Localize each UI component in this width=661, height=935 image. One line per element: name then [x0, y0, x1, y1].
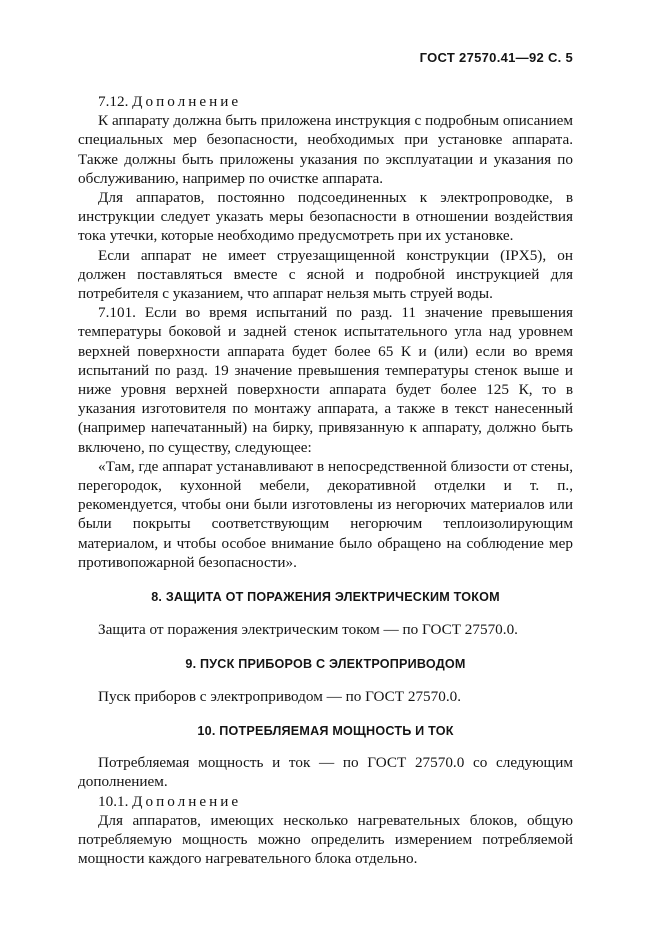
section-9-heading: 9. ПУСК ПРИБОРОВ С ЭЛЕКТРОПРИВОДОМ [185, 657, 466, 672]
paragraph: Защита от поражения электрическим током — по ГОСТ 27570.0. [98, 621, 518, 639]
document-body [78, 92, 573, 868]
paragraph: Для аппаратов, постоянно подсоединенных к электропроводке, в инструкции следует указать меры безопасности в отношении воздействия тока утечки, которые необходимо предусмотреть при их установке. [78, 189, 573, 245]
clause-10-1-heading [78, 792, 573, 811]
clause-7-12-heading [78, 92, 573, 111]
paragraph: Если аппарат не имеет струезащищенной конструкции (IPX5), он должен поставляться вместе с ясной и подробной инструкцией для потребителя с указанием, что аппарат нельзя мыть струей воды. [78, 246, 573, 303]
clause-number: 10.1. [98, 792, 129, 810]
paragraph: Пуск приборов с электроприводом — по ГОСТ 27570.0. [98, 687, 462, 705]
clause-title: Дополнение [132, 792, 242, 810]
paragraph: Для аппаратов, имеющих несколько нагревательных блоков, общую потребляемую мощность можно определить измерением потребляемой мощности каждого нагревательного блока отдельно. [78, 811, 573, 868]
section-10-heading: 10. ПОТРЕБЛЯЕМАЯ МОЩНОСТЬ И ТОК [197, 723, 454, 738]
warning-quote: «Там, где аппарат устанавливают в непосредственной близости от стены, перегородок, кухонной мебели, декоративной отделки и т. п., рекомендуется, чтобы они были изготовлены из негорючих материалов или были покрыты соответствующим негорючим теплоизолирующим материалом, и чтобы особое внимание было обращено на соблюдение мер противопожарной безопасности». [78, 457, 573, 571]
clause-title: Дополнение [132, 93, 242, 110]
section-8-heading: 8. ЗАЩИТА ОТ ПОРАЖЕНИЯ ЭЛЕКТРИЧЕСКИМ ТОКОМ [151, 590, 500, 605]
clause-number: 7.12. [98, 93, 129, 110]
paragraph: К аппарату должна быть приложена инструкция с подробным описанием специальных мер безопасности, необходимых при установке аппарата. Также должны быть приложены указания по эксплуатации и указания по обслуживанию, например по очистке аппарата. [78, 112, 573, 187]
clause-7-101: 7.101. Если во время испытаний по разд. 11 значение превышения температуры боковой и задней стенок испытательного угла над уровнем верхней поверхности аппарата будет более 65 К и (или) если во время испытаний по разд. 19 значение превышения температуры стенок выше и ниже уровня верхней поверхности аппарата будет более 125 К, то в указания изготовителя по монтажу аппарата, а также в текст нанесенный (например напечатанный) на бирку, привязанную к аппарату, должно быть включено, по существу, следующее: [78, 304, 573, 456]
running-head: ГОСТ 27570.41—92 С. 5 [419, 50, 573, 65]
paragraph: Потребляемая мощность и ток — по ГОСТ 27570.0 со следующим дополнением. [78, 754, 573, 791]
